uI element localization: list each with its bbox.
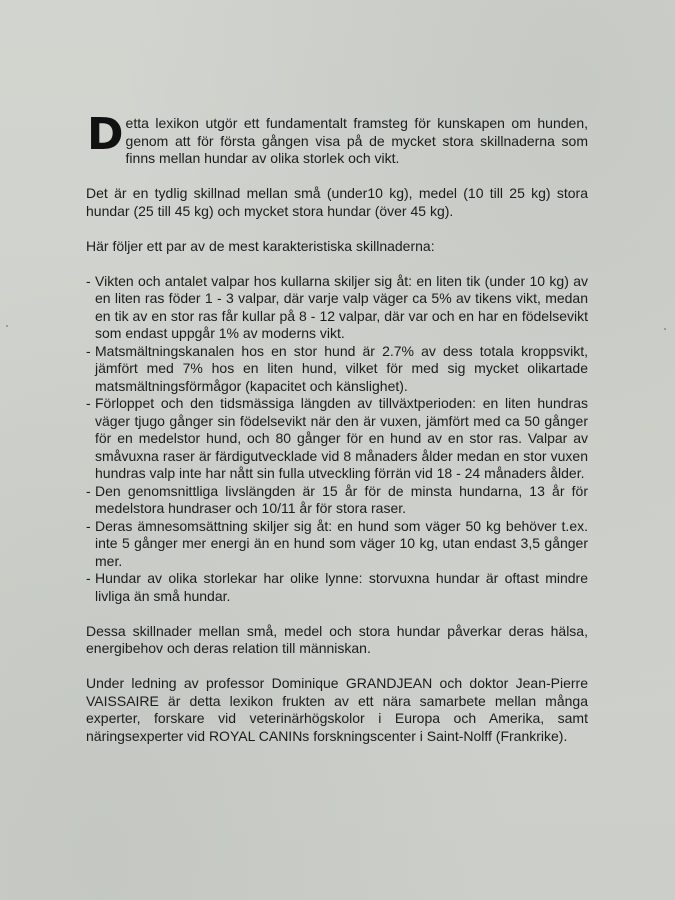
drop-cap: D [87, 109, 124, 160]
list-item-text: Matsmältningskanalen hos en stor hund är 2.7% av dess totala kroppsvikt, jämfört med 7% hos en liten hund, vilket för med sig mycket olikartade matsmältningsförmågor (kapacitet och känslighet). [95, 342, 588, 394]
list-dash: - [86, 482, 91, 499]
list-dash: - [86, 517, 91, 534]
paragraph-sizes: Det är en tydlig skillnad mellan små (under10 kg), medel (10 till 25 kg) stora hundar (25 till 45 kg) och mycket stora hundar (över 45 kg). [86, 185, 588, 219]
paper-speck [6, 325, 8, 327]
list-dash: - [86, 272, 91, 289]
document-page [86, 109, 588, 763]
paper-speck [664, 328, 666, 330]
intro-paragraph [86, 109, 588, 168]
list-item [86, 483, 588, 518]
list-item [86, 343, 588, 396]
list-dash: - [86, 395, 91, 411]
paragraph-effects: Dessa skillnader mellan små, medel och stora hundar påverkar deras hälsa, energibehov och deras relation till människan. [86, 622, 588, 656]
list-item-text: Förloppet och den tidsmässiga längden av tillväxtperioden: en liten hundras väger tjugo gånger sin födelsevikt när den är vuxen, jämfört med ca 50 gånger för en medelstor hund, och 80 gånger för en hund av en stor ras. Valpar av småvuxna raser är färdigutvecklade vid 8 månaders ålder medan en stor vuxen hundras valp inte har nått sin fulla utveckling förrän vid 18 - 24 månaders ålder. [95, 395, 588, 481]
list-item [86, 518, 588, 571]
list-item [86, 273, 588, 343]
list-item [86, 570, 588, 605]
list-item-text: Hundar av olika storlekar har olike lynne: storvuxna hundar är oftast mindre livliga än små hundar. [95, 570, 588, 604]
paragraph-list-intro: Här följer ett par av de mest karakteristiska skillnaderna: [86, 237, 435, 254]
list-item-text: Den genomsnittliga livslängden är 15 år för de minsta hundarna, 13 år för medelstora hundraser och 10/11 år för stora raser. [95, 482, 588, 516]
list-item [86, 395, 588, 483]
list-item-text: Deras ämnesomsättning skiljer sig åt: en hund som väger 50 kg behöver t.ex. inte 5 gånger mer energi än en hund som väger 10 kg, utan endast 3,5 gånger mer. [95, 517, 588, 569]
list-dash: - [86, 342, 91, 359]
paragraph-credits: Under ledning av professor Dominique GRANDJEAN och doktor Jean-Pierre VAISSAIRE är detta lexikon frukten av ett nära samarbete mellan många experter, forskare vid veterinärhögskolor i Europa och Amerika, samt näringsexperter vid ROYAL CANINs forskningscenter i Saint-Nolff (Frankrike). [86, 675, 588, 744]
list-dash: - [86, 570, 91, 586]
differences-list [86, 273, 588, 606]
intro-text: etta lexikon utgör ett fundamentalt framsteg för kunskapen om hunden, genom att för första gången visa på de mycket stora skillnaderna som finns mellan hundar av olika storlek och vikt. [125, 115, 588, 166]
list-item-text: Vikten och antalet valpar hos kullarna skiljer sig åt: en liten tik (under 10 kg) av en liten ras föder 1 - 3 valpar, där varje valp väger ca 5% av tikens vikt, medan en tik av en stor ras får kullar på 8 - 12 valpar, där var och en har en födelsevikt som endast uppgår 1% av moderns vikt. [95, 272, 588, 341]
